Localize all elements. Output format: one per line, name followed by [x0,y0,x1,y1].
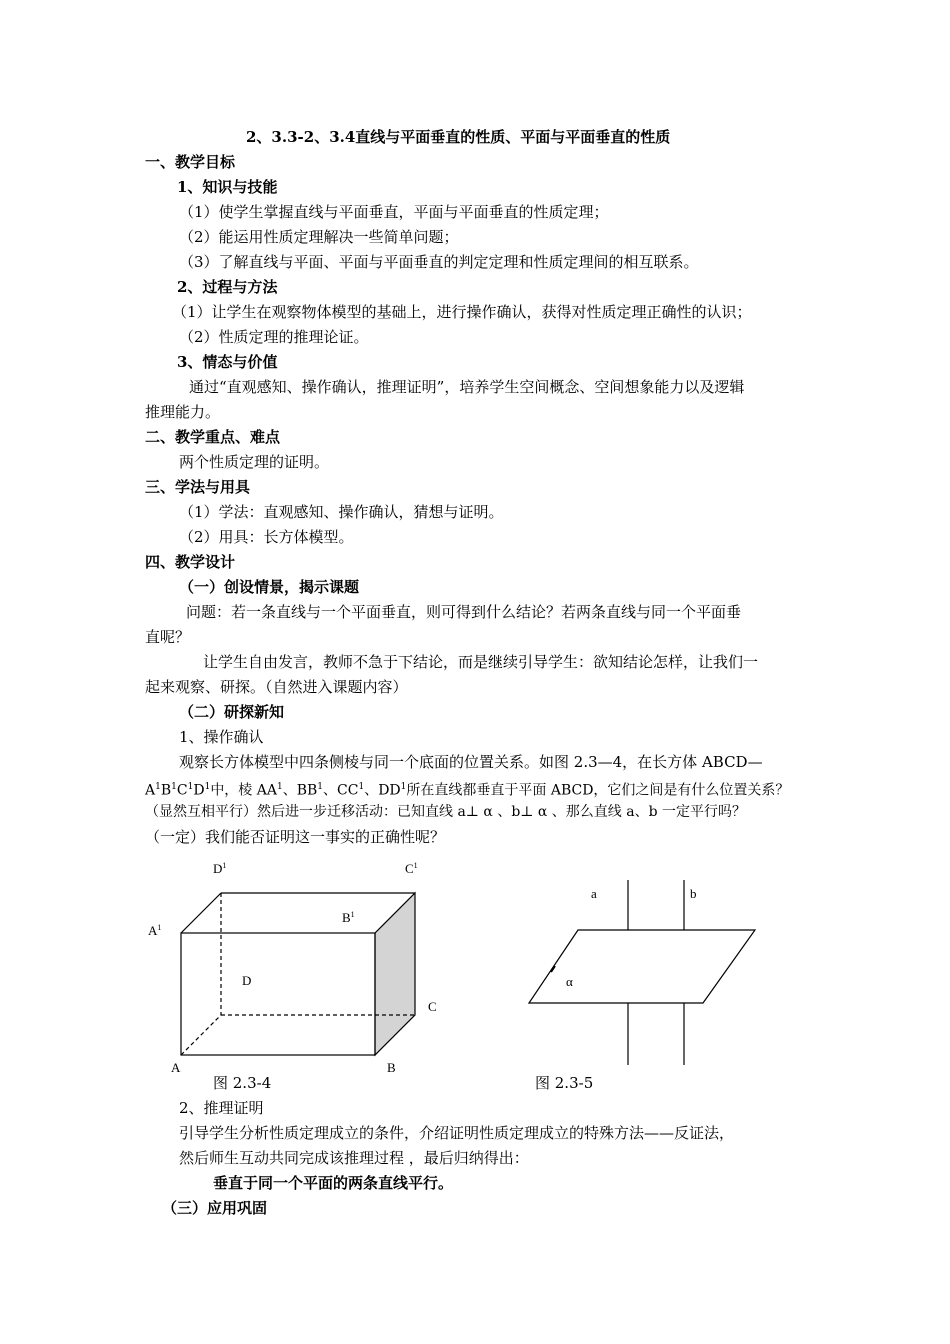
label-A1: $A^1$ [148,923,162,938]
cuboid-edge [181,893,221,933]
section-heading-design: 四、教学设计 [145,553,236,571]
theorem-conclusion: 垂直于同一个平面的两条直线平行。 [213,1174,454,1192]
question-text-2: 直呢？ [145,628,191,646]
knowledge-item-1: （1）使学生掌握直线与平面垂直，平面与平面垂直的性质定理； [179,203,609,221]
section-heading-goals: 一、教学目标 [145,153,236,171]
figure-caption-2: 图 2.3-5 [535,1074,594,1092]
proof-text-1: 引导学生分析性质定理成立的条件，介绍证明性质定理成立的特殊方法——反证法， [179,1124,735,1142]
methods-item-1: （1）学法：直观感知、操作确认，猜想与证明。 [179,503,504,521]
proof-heading: 2、推理证明 [179,1099,264,1117]
discussion-text-1: 让学生自由发言，教师不急于下结论，而是继续引导学生：欲知结论怎样，让我们一 [203,653,759,671]
operation-text-1: 观察长方体模型中四条侧棱与同一个底面的位置关系。如图 2.3—4，在长方体 ABCD— [179,753,763,771]
label-C1: $C^1$ [405,861,418,876]
label-a: a [591,886,597,901]
values-text-1: 通过“直观感知、操作确认，推理证明”，培养学生空间概念、空间想象能力以及逻辑 [189,378,745,396]
cuboid-hidden-edge [181,1015,221,1055]
knowledge-item-2: （2）能运用性质定理解决一些简单问题； [179,228,459,246]
methods-item-2: （2）用具：长方体模型。 [179,528,354,546]
plane-figure [529,880,755,1065]
plane-alpha [529,930,755,1003]
proof-text-2: 然后师生互动共同完成该推理过程 ，最后归纳得出： [179,1149,529,1167]
keypoints-text: 两个性质定理的证明。 [179,453,330,471]
label-B1: $B^1$ [342,910,355,925]
subheading-apply: （三）应用巩固 [162,1199,268,1217]
cuboid-front-face [181,933,375,1055]
discussion-text-2: 起来观察、研探。（自然进入课题内容） [145,678,408,696]
knowledge-item-3: （3）了解直线与平面、平面与平面垂直的判定定理和性质定理间的相互联系。 [179,253,699,271]
operation-text-4: （一定）我们能否证明这一事实的正确性呢？ [145,828,446,846]
section-heading-methods: 三、学法与用具 [145,478,251,496]
document-title: 2、3.3-2、3.4直线与平面垂直的性质、平面与平面垂直的性质 [246,128,671,146]
question-text-1: 问题：若一条直线与一个平面垂直，则可得到什么结论？若两条直线与同一个平面垂 [186,603,742,621]
subheading-values: 3、情态与价值 [177,353,278,371]
label-alpha: α [566,974,573,989]
label-b: b [690,886,697,901]
label-D1: $D^1$ [213,861,227,876]
process-item-1: （1）让学生在观察物体模型的基础上，进行操作确认，获得对性质定理正确性的认识； [172,303,752,321]
values-text-2: 推理能力。 [145,403,221,421]
label-A: A [171,1060,181,1075]
label-B: B [387,1060,396,1075]
cuboid-figure [181,893,415,1055]
process-item-2: （2）性质定理的推理论证。 [179,328,369,346]
figure-caption-1: 图 2.3-4 [213,1074,272,1092]
cuboid-right-face [375,893,415,1055]
subheading-explore: （二）研探新知 [179,703,285,721]
section-heading-keypoints: 二、教学重点、难点 [145,428,281,446]
operation-heading: 1、操作确认 [179,728,264,746]
label-C: C [428,999,437,1014]
subheading-scenario: （一）创设情景，揭示课题 [179,578,360,596]
subheading-knowledge: 1、知识与技能 [177,178,278,196]
label-D: D [242,973,252,988]
operation-text-2: $A^1B^1C^1D^1$中，棱 $AA^1$、$BB^1$、$CC^1$、$DD^1$所在直线都垂直于平面 ABCD，它们之间是有什么位置关系？ [145,782,790,799]
operation-text-3: （显然互相平行）然后进一步迁移活动：已知直线 a⊥ α 、b⊥ α 、那么直线 a、b 一定平行吗？ [145,804,747,820]
subheading-process: 2、过程与方法 [177,278,278,296]
